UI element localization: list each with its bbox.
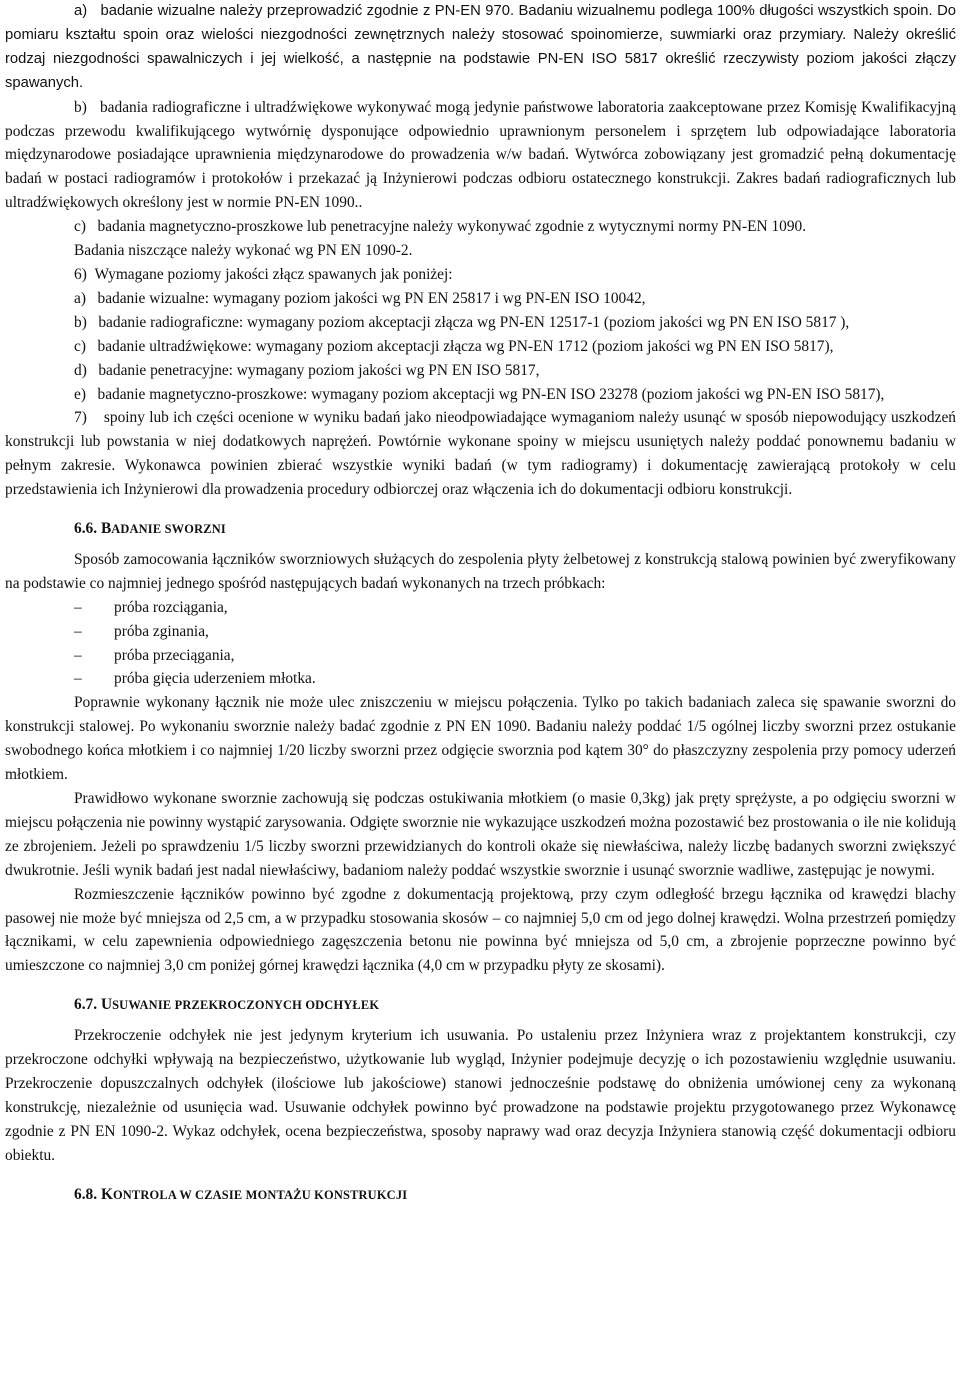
list-item: – próba przeciągania, [5,644,956,668]
dash-bullet: – [74,622,82,640]
section-number: 6.7. [74,996,98,1014]
paragraph-defective-welds: 7) spoiny lub ich części ocenione w wyniku badań jako nieodpowiadające wymaganiom należy usunąć w sposób niepowodujący uszkodzeń konstrukcji lub powstania w niej dodatkowych naprężeń. Powtórnie wykonane spoiny w miejscu usuniętych należy poddać ponownemu badaniu w pełnym zakresie. Wykonawca powinien zbierać wszystkie wyniki badań (w tym radiogramy) i dokumentację zawierającą protokoły w celu przedstawienia ich Inżynierowi dla prowadzenia procedury odbiorczej oraz włączenia ich do dokumentacji odbioru konstrukcji. [5,409,956,499]
dash-bullet: – [74,598,82,616]
paragraph-stud-behaviour: Prawidłowo wykonane sworznie zachowują się podczas ostukiwania młotkiem (o masie 0,3kg) jak pręty sprężyste, a po odgięciu sworzni w miejscu połączenia nie powinny wystąpić zarysowania. Odgięte sworznie nie wykazujące uszkodzeń można pozostawić bez prostowania o ile nie kolidują ze zbrojeniem. Jeżeli po sprawdzeniu 1/5 liczby sworzni przewidzianych do kontroli okaże się niewłaściwa, należy liczbę badanych sworzni zwiększyć dwukrotnie. Jeśli wynik badań jest nadal niewłaściwy, badaniom należy poddać wszystkie sworznie i usunąć sworznie wadliwe, zastępując je nowymi. [5,790,956,879]
list-item: – próba gięcia uderzeniem młotka. [5,667,956,691]
dash-bullet: – [74,646,82,664]
section-number: 6.8. [74,1185,98,1203]
paragraph-quality-a: a) badanie wizualne: wymagany poziom jakości wg PN EN 25817 i wg PN-EN ISO 10042, [74,289,646,307]
section-number: 6.6. [74,520,98,538]
paragraph-quality-b: b) badanie radiograficzne: wymagany poziom akceptacji złącza wg PN-EN 12517-1 (poziom jakości wg PN EN ISO 5817 ), [74,313,850,331]
paragraph-quality-e: e) badanie magnetyczno-proszkowe: wymagany poziom akceptacji wg PN-EN ISO 23278 (poziom jakości wg PN-EN ISO 5817), [74,385,885,403]
section-title-rest: SUWANIE PRZEKROCZONYCH ODCHYŁEK [112,998,380,1013]
paragraph-stud-placement: Rozmieszczenie łączników powinno być zgodne z dokumentacją projektową, przy czym odległość brzegu łącznika od krawędzi blachy pasowej nie może być mniejsza od 2,5 cm, a w przypadku stosowania skosów – co najmniej 5,0 cm od jego dolnej krawędzi. Wolna przestrzeń pomiędzy łącznikami, w celu zapewnienia odpowiedniego zagęszczenia betonu nie powinna być mniejsza od 5,0 cm, a zbrojenie poprzeczne powinno być umieszczone co najmniej 3,0 cm poniżej górnej krawędzi łącznika (4,0 cm w przypadku płyty ze skosami). [5,885,956,975]
section-title-initial: B [100,520,112,538]
section-title-initial: U [100,996,113,1014]
paragraph-quality-levels: 6) Wymagane poziomy jakości złącz spawanych jak poniżej: [74,265,453,283]
paragraph-quality-d: d) badanie penetracyjne: wymagany poziom jakości wg PN EN ISO 5817, [74,361,540,379]
section-title-rest: ONTROLA W CZASIE MONTAŻU KONSTRUKCJI [112,1187,408,1202]
section-heading-6-8 [5,1183,956,1208]
paragraph-destructive-tests: Badania niszczące należy wykonać wg PN EN 1090-2. [74,242,413,260]
section-title-rest: ADANIE SWORZNI [111,522,226,537]
paragraph-visual-inspection: a) badanie wizualne należy przeprowadzić zgodnie z PN-EN 970. Badaniu wizualnemu podlega 100% długości wszystkich spoin. Do pomiaru kształtu spoin oraz wielości niezgodności zewnętrznych należy stosować spoinomierze, suwmiarki oraz przymiary. Należy określić rodzaj niezgodności spawalniczych i jej wielkość, a następnie na podstawie PN-EN ISO 5817 określić rzeczywisty poziom jakości złączy spawanych. [5,3,956,91]
section-title-initial: K [100,1185,113,1203]
paragraph-quality-c: c) badanie ultradźwiękowe: wymagany poziom akceptacji złącza wg PN-EN 1712 (poziom jakości wg PN EN ISO 5817), [74,337,834,355]
paragraph-deviations: Przekroczenie odchyłek nie jest jedynym kryterium ich usuwania. Po ustaleniu przez Inżyniera wraz z projektantem konstrukcji, czy przekroczone odchyłki wpływają na bezpieczeństwo, użytkowanie lub wygląd, Inżynier podejmuje decyzję o ich pozostawieniu względnie usuwaniu. Przekroczenie dopuszczalnych odchyłek (ilościowe lub jakościowe) stanowi jednocześnie podstawę do obniżenia umówionej ceny za wykonaną konstrukcję, niezależnie od usunięcia wad. Usuwanie odchyłek powinno być prowadzone na podstawie projektu przygotowanego przez Wykonawcę zgodnie z PN EN 1090-2. Wykaz odchyłek, ocena bezpieczeństwa, sposoby naprawy wad oraz decyzja Inżyniera stanowią część dokumentacji odbioru obiektu. [5,1027,956,1164]
paragraph-stud-welding: Poprawnie wykonany łącznik nie może ulec zniszczeniu w miejscu połączenia. Tylko po takich badaniach zaleca się spawanie sworzni do konstrukcji stalowej. Po wykonaniu sworznie należy badać zgodnie z PN EN 1090. Badaniu należy poddać 1/5 ogólnej liczby sworzni przez ostukanie swobodnego końca młotkiem i co najmniej 1/20 liczby sworzni przez odgięcie sworznia pod kątem 30° do płaszczyzny zespolenia przy pomocy uderzeń młotkiem. [5,694,956,784]
paragraph-radiographic-tests: b) badania radiograficzne i ultradźwiękowe wykonywać mogą jedynie państwowe laboratoria zaakceptowane przez Komisję Kwalifikacyjną podczas przewodu kwalifikującego wytwórnię dysponujące odpowiednio uprawnionym personelem i sprzętem lub odpowiadające laboratoria międzynarodowe posiadające uprawnienia międzynarodowe do prowadzenia w/w badań. Wytwórca zobowiązany jest gromadzić pełną dokumentację badań w postaci radiogramów i protokołów i przekazać ją Inżynierowi podczas odbioru ostatecznego konstrukcji. Zakres badań radiograficznych lub ultradźwiękowych określony jest w normie PN-EN 1090.. [5,98,956,212]
dash-bullet: – [74,670,82,688]
list-item: – próba zginania, [5,620,956,644]
section-heading-6-6 [5,517,956,542]
list-item: – próba rozciągania, [5,596,956,620]
paragraph-stud-intro: Sposób zamocowania łączników sworzniowych służących do zespolenia płyty żelbetowej z konstrukcją stalową powinien być zweryfikowany na podstawie co najmniej jednego spośród następujących badań wykonanych na trzech próbkach: [5,550,956,592]
test-list [5,596,956,692]
paragraph-magnetic-tests: c) badania magnetyczno-proszkowe lub penetracyjne należy wykonywać zgodnie z wytycznymi normy PN-EN 1090. [74,218,807,236]
section-heading-6-7 [5,993,956,1018]
